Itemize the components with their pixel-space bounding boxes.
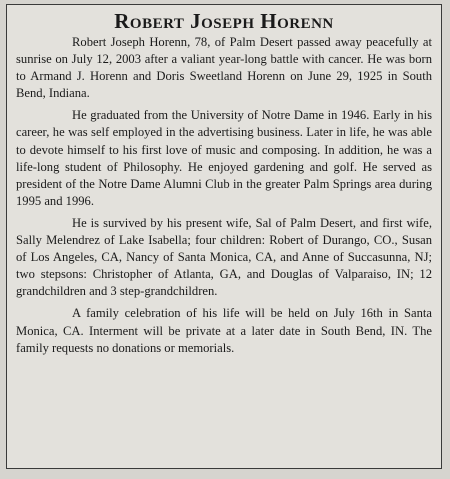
obituary-body <box>7 34 441 357</box>
paragraph-career: He graduated from the University of Notre Dame in 1946. Early in his career, he was self employed in the advertising business. Later in life, he was able to devote himself to his first love of music and composing. In addition, he was a life-long student of Philosophy. He enjoyed gardening and golf. He served as president of the Notre Dame Alumni Club in the greater Palm Springs area during 1995 and 1996. <box>16 108 432 208</box>
paragraph-services: A family celebration of his life will be held on July 16th in Santa Monica, CA. Interment will be private at a later date in South Bend, IN. The family requests no donations or memorials. <box>16 306 432 355</box>
paragraph-survivors: He is survived by his present wife, Sal of Palm Desert, and first wife, Sally Melendrez of Lake Isabella; four children: Robert of Durango, CO., Susan of Los Angeles, CA, Nancy of Santa Monica, CA, and Anne of Succasunna, NJ; two stepsons: Christopher of Atlanta, GA, and Douglas of Valparaiso, IN; 12 grandchildren and 3 step-grandchildren. <box>16 215 432 299</box>
paragraph-intro: Robert Joseph Horenn, 78, of Palm Desert passed away peacefully at sunrise on July 12, 2003 after a valiant year-long battle with cancer. He was born to Armand J. Horenn and Doris Sweetland Horenn on June 29, 1925 in South Bend, Indiana. <box>16 35 432 101</box>
obituary-box <box>6 4 442 469</box>
obituary-title: Robert Joseph Horenn <box>114 9 334 33</box>
